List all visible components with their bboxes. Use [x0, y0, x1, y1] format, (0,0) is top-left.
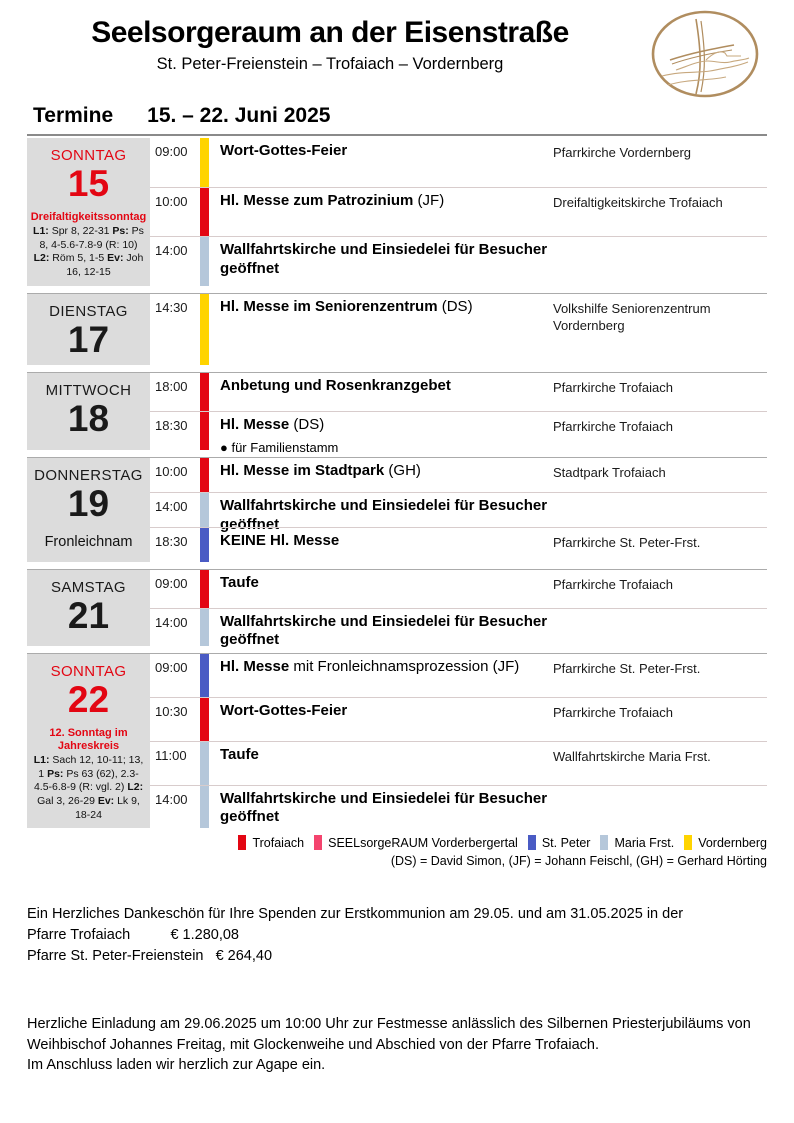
- event-color-bar-lightblue: [200, 609, 209, 646]
- event-main: [209, 742, 553, 785]
- event-main: [209, 786, 553, 829]
- event-location: Dreifaltigkeitskirche Trofaiach: [553, 194, 723, 210]
- day-section: [27, 138, 767, 286]
- event-color-bar-yellow: [200, 138, 209, 187]
- reading-text: Ps 8, 4-5.6-7.8-9 (R: 10): [39, 225, 144, 251]
- event-location: [553, 786, 767, 829]
- donation-amount-row: Pfarre St. Peter-Freienstein € 264,40: [27, 947, 273, 964]
- event-time: 10:00: [155, 464, 188, 480]
- event-title: Wallfahrtskirche und Einsiedelei für Besucher geöffnet: [220, 497, 548, 534]
- event-row: [150, 294, 767, 366]
- event-time: 10:30: [155, 703, 188, 719]
- event-row: [150, 785, 767, 829]
- event-main: [209, 609, 553, 649]
- reading-text: Spr 8, 22-31: [48, 225, 113, 238]
- event-title-line: [220, 192, 551, 211]
- event-title: Wallfahrtskirche und Einsiedelei für Besucher geöffnet: [220, 789, 548, 826]
- parish-logo-icon: [646, 8, 764, 100]
- event-title: Taufe: [220, 745, 259, 763]
- reading-text: Sach 12, 10-11; 13, 1: [38, 754, 144, 780]
- header: [0, 0, 794, 74]
- event-main: [209, 528, 553, 562]
- event-location: Stadtpark Trofaiach: [553, 465, 666, 481]
- event-title-line: [220, 416, 551, 435]
- event-color-bar-red: [200, 698, 209, 741]
- event-row: [150, 654, 767, 697]
- event-location: [553, 493, 767, 527]
- event-color-bar-lightblue: [200, 493, 209, 527]
- reading-text: Ps 63 (62), 2.3-4.5-6.8-9 (R: vgl. 2): [33, 767, 139, 794]
- legend-label: SEELsorgeRAUM Vorderbergertal: [328, 835, 518, 850]
- event-main: [209, 138, 553, 187]
- day-readings: [31, 225, 146, 280]
- legend-item: [238, 835, 304, 850]
- legend-label: Maria Frst.: [614, 835, 675, 850]
- event-title: Wallfahrtskirche und Einsiedelei für Besucher geöffnet: [220, 241, 548, 277]
- event-color-bar-red: [200, 412, 209, 450]
- event-title: Taufe: [220, 574, 259, 592]
- day-events: [150, 138, 767, 286]
- day-feast-label: Dreifaltigkeitssonntag: [30, 210, 147, 223]
- invitation-note: [27, 1014, 767, 1076]
- event-location: Pfarrkirche Vordernberg: [553, 145, 692, 160]
- event-location: [553, 609, 767, 646]
- event-location: Pfarrkirche Trofaiach: [553, 419, 673, 435]
- event-row: [150, 741, 767, 785]
- event-title: Hl. Messe zum Patrozinium: [220, 191, 414, 209]
- day-name: MITTWOCH: [45, 382, 132, 400]
- event-title: Hl. Messe im Stadtpark: [220, 462, 385, 480]
- event-time: 09:00: [155, 659, 188, 675]
- event-title-suffix: (DS): [289, 416, 325, 434]
- day-cell: [27, 138, 150, 286]
- event-color-bar-yellow: [200, 294, 209, 366]
- event-row: [150, 608, 767, 649]
- day-subname-label: Fronleichnam: [44, 534, 133, 551]
- day-events: [150, 570, 767, 649]
- day-name: DIENSTAG: [49, 302, 128, 320]
- termine-heading: [33, 104, 794, 128]
- event-location: Pfarrkirche Trofaiach: [553, 577, 673, 593]
- event-location: Pfarrkirche Trofaiach: [553, 380, 673, 396]
- legend-item: [684, 835, 767, 850]
- event-color-bar-lightblue: [200, 742, 209, 785]
- reading-label: Ps:: [112, 225, 129, 238]
- legend-label: Trofaiach: [252, 835, 305, 850]
- page-title: Seelsorgeraum an der Eisenstraße: [91, 16, 569, 49]
- day-number: 22: [67, 678, 110, 720]
- event-time: 18:30: [155, 534, 188, 550]
- event-location: Pfarrkirche Trofaiach: [553, 704, 673, 720]
- event-location: Volkshilfe Seniorenzentrum Vordernberg: [553, 300, 711, 334]
- event-row: [150, 187, 767, 237]
- event-color-bar-red: [200, 458, 209, 492]
- event-main: [209, 570, 553, 607]
- day-section: [27, 653, 767, 828]
- event-title: KEINE Hl. Messe: [220, 532, 340, 550]
- legend: [27, 835, 767, 850]
- event-title-line: [220, 298, 551, 317]
- legend-item: [600, 835, 674, 850]
- header-text: [0, 16, 660, 74]
- day-cell: [27, 294, 150, 366]
- event-title: Hl. Messe im Seniorenzentrum: [220, 297, 438, 315]
- event-title-line: [220, 142, 551, 161]
- donation-amount-rows: [27, 925, 767, 966]
- day-number: 17: [67, 318, 110, 360]
- event-title-line: [220, 790, 551, 828]
- event-title: Wort-Gottes-Feier: [220, 701, 348, 719]
- day-number: 19: [67, 483, 110, 525]
- termine-label: Termine: [33, 104, 114, 127]
- event-time: 14:00: [155, 791, 188, 807]
- event-location: [553, 237, 767, 286]
- day-section: [27, 372, 767, 456]
- event-title-line: [220, 746, 551, 765]
- event-row: [150, 492, 767, 534]
- day-cell: [27, 373, 150, 450]
- reading-label: Ev:: [97, 795, 115, 808]
- day-feast-label: 12. Sonntag im Jahreskreis: [49, 726, 128, 752]
- event-row: [150, 236, 767, 286]
- event-color-bar-red: [200, 373, 209, 411]
- event-time: 14:30: [155, 299, 188, 315]
- invitation-line: Im Anschluss laden wir herzlich zur Agape ein.: [27, 1057, 326, 1074]
- event-color-bar-lightblue: [200, 786, 209, 829]
- event-row: [150, 411, 767, 456]
- legend-color-chip-red: [238, 835, 246, 850]
- reading-label: Ev:: [107, 252, 124, 265]
- event-main: [209, 698, 553, 741]
- reading-label: L1:: [33, 225, 49, 238]
- legend-color-chip-lightblue: [600, 835, 608, 850]
- event-title-line: [220, 462, 551, 481]
- day-readings: [31, 754, 146, 822]
- day-section: [27, 293, 767, 366]
- event-time: 18:30: [155, 418, 188, 434]
- event-row: [150, 527, 767, 562]
- reading-label: Ps:: [47, 767, 64, 780]
- day-section: [27, 457, 767, 562]
- day-name: SAMSTAG: [50, 579, 127, 597]
- event-color-bar-red: [200, 570, 209, 607]
- event-time: 14:00: [155, 614, 188, 630]
- event-time: 09:00: [155, 576, 188, 592]
- event-time: 10:00: [155, 193, 188, 209]
- event-time: 11:00: [155, 747, 187, 763]
- event-row: [150, 138, 767, 187]
- reading-text: Joh 16, 12-15: [66, 252, 144, 278]
- legend-item: [528, 835, 591, 850]
- event-title: Hl. Messe: [220, 416, 290, 434]
- event-main: [209, 654, 553, 697]
- day-cell: [27, 458, 150, 562]
- legend-label: Vordernberg: [698, 835, 767, 850]
- event-title: Wallfahrtskirche und Einsiedelei für Besucher geöffnet: [220, 612, 548, 649]
- event-time: 09:00: [155, 144, 188, 159]
- event-main: [209, 237, 553, 286]
- legend-color-chip-pink: [314, 835, 322, 850]
- event-main: [209, 412, 553, 456]
- event-location: Pfarrkirche St. Peter-Frst.: [553, 535, 701, 551]
- event-main: [209, 493, 553, 534]
- event-main: [209, 188, 553, 237]
- event-title: Wort-Gottes-Feier: [220, 142, 348, 159]
- event-note: ● für Familienstamm: [220, 440, 339, 456]
- event-title-line: [220, 702, 551, 721]
- reading-text: Röm 5, 1-5: [49, 252, 108, 265]
- event-main: [209, 294, 553, 366]
- legend-clergy-abbreviations: (DS) = David Simon, (JF) = Johann Feischl, (GH) = Gerhard Hörting: [390, 854, 767, 869]
- event-title-line: [220, 241, 551, 279]
- event-title-line: [220, 532, 551, 551]
- day-section: [27, 569, 767, 649]
- event-time: 14:00: [155, 243, 188, 259]
- day-cell: [27, 570, 150, 646]
- day-cell: [27, 654, 150, 828]
- event-main: [209, 458, 553, 492]
- reading-label: L2:: [127, 781, 144, 794]
- event-row: [150, 570, 767, 607]
- event-color-bar-red: [200, 188, 209, 237]
- donation-thanks-note: [27, 904, 767, 966]
- legend-color-chip-yellow: [684, 835, 692, 850]
- event-color-bar-blue: [200, 654, 209, 697]
- event-title-suffix: (GH): [384, 462, 421, 480]
- event-row: [150, 373, 767, 411]
- legend-label: St. Peter: [541, 835, 591, 850]
- schedule-table: [27, 134, 767, 828]
- event-title: Anbetung und Rosenkranzgebet: [220, 377, 451, 395]
- invitation-line: Herzliche Einladung am 29.06.2025 um 10:00 Uhr zur Festmesse anlässlich des Silbernen Priesterjubiläums von: [27, 1016, 751, 1033]
- event-title-line: [220, 658, 551, 677]
- event-location: Wallfahrtskirche Maria Frst.: [553, 748, 711, 764]
- reading-text: Gal 3, 26-29: [37, 795, 98, 808]
- legend-color-chip-blue: [528, 835, 536, 850]
- termine-date-range: 15. – 22. Juni 2025: [147, 104, 331, 127]
- invitation-line: Weihbischof Johannes Freitag, mit Glockenweihe und Abschied von der Pfarre Trofaiach.: [27, 1036, 599, 1053]
- event-title: Hl. Messe: [220, 657, 290, 675]
- donation-amount-row: Pfarre Trofaiach € 1.280,08: [27, 926, 239, 943]
- event-title-line: [220, 377, 551, 396]
- event-title-line: [220, 574, 551, 593]
- event-main: [209, 373, 553, 411]
- day-events: [150, 373, 767, 456]
- legend-item: [314, 835, 518, 850]
- day-number: 21: [67, 595, 110, 637]
- day-number: 15: [67, 163, 110, 204]
- reading-label: L1:: [33, 754, 50, 767]
- day-events: [150, 294, 767, 366]
- event-location: Pfarrkirche St. Peter-Frst.: [553, 660, 701, 676]
- day-events: [150, 654, 767, 828]
- event-title-suffix: mit Fronleichnamsprozession (JF): [289, 657, 520, 675]
- event-title-suffix: (JF): [413, 191, 445, 209]
- event-time: 18:00: [155, 379, 188, 395]
- event-color-bar-lightblue: [200, 237, 209, 286]
- event-color-bar-blue: [200, 528, 209, 562]
- day-name: SONNTAG: [50, 662, 127, 680]
- day-name: DONNERSTAG: [34, 467, 143, 485]
- reading-label: L2:: [33, 252, 50, 265]
- day-events: [150, 458, 767, 562]
- reading-text: Lk 9, 18-24: [75, 795, 140, 821]
- day-number: 18: [67, 398, 110, 440]
- page-subtitle: St. Peter-Freienstein – Trofaiach – Vordernberg: [156, 55, 504, 73]
- event-row: [150, 697, 767, 741]
- donation-thanks-intro: Ein Herzliches Dankeschön für Ihre Spenden zur Erstkommunion am 29.05. und am 31.05.2025 in der: [27, 906, 684, 923]
- event-row: [150, 458, 767, 492]
- event-title-line: [220, 613, 551, 651]
- event-time: 14:00: [155, 499, 188, 515]
- event-title-suffix: (DS): [437, 297, 473, 315]
- day-name: SONNTAG: [50, 147, 127, 164]
